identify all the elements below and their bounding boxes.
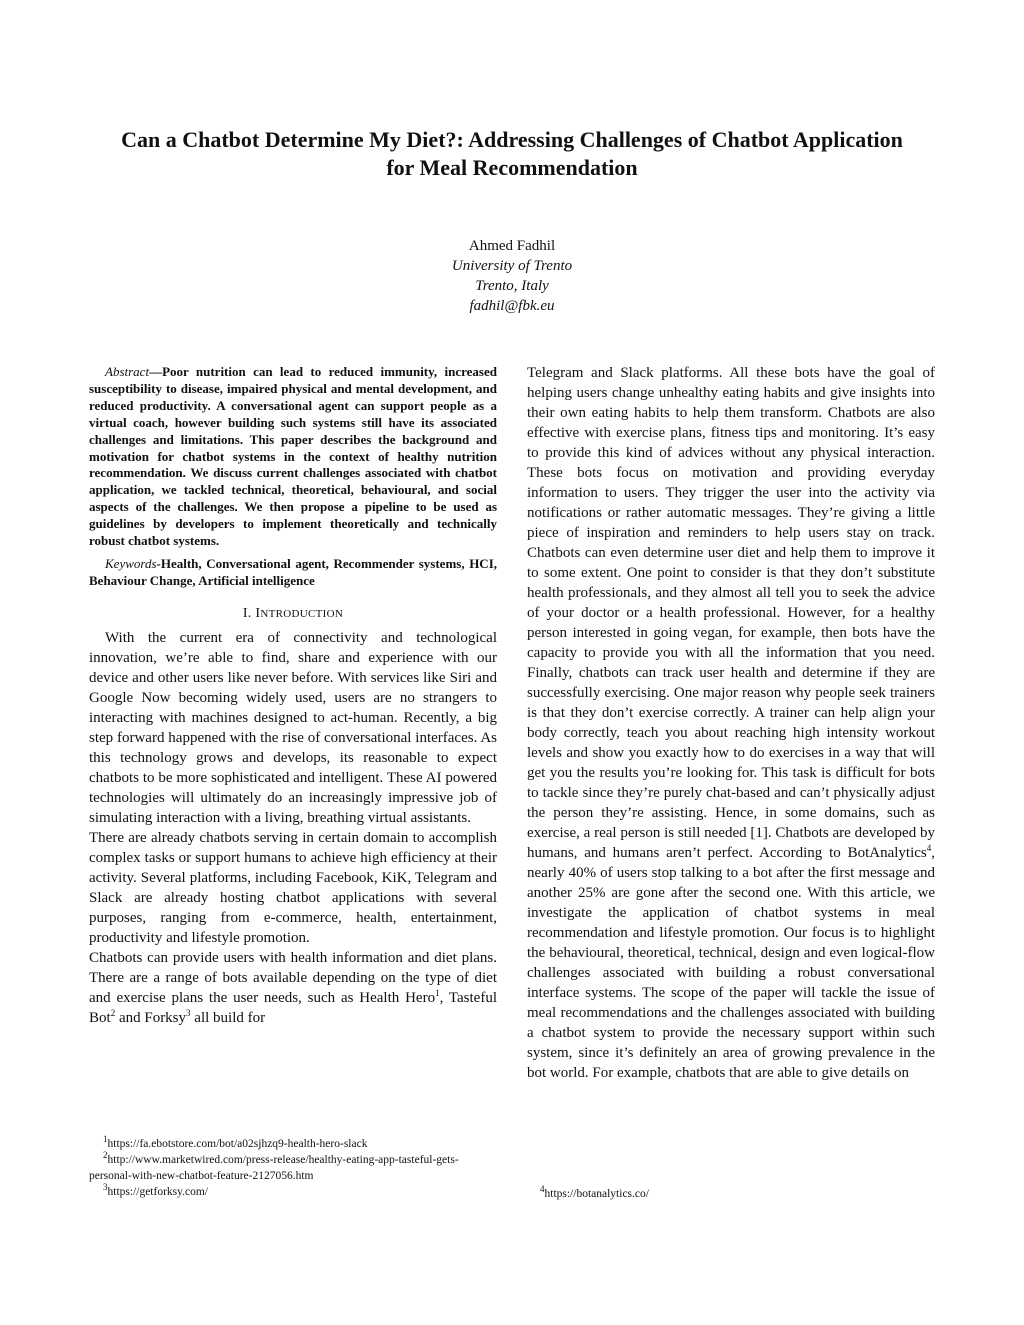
intro-paragraph-3-part-b: , Tasteful Bot xyxy=(89,989,497,1026)
footnote-1 xyxy=(89,1136,499,1152)
intro-paragraph-3-part-a: Chatbots can provide users with health information and diet plans. There are a range of bots available depending on the type of diet and exercise plans the user needs, such as Health Hero xyxy=(89,949,497,1006)
abstract-text: Poor nutrition can lead to reduced immunity, increased susceptibility to disease, impaired physical and mental development, and reduced productivity. A conversational agent can support people as a virtual coach, however building such systems still have its associated challenges and limitations. This paper describes the background and motivation for chatbot systems in the context of healthy nutrition recommendation. We discuss current challenges associated with chatbot application, we tackled technical, theoretical, behavioural, and social aspects of the challenges. We then propose a pipeline to be used as guidelines by developers to implement theoretically and technically robust chatbot systems. xyxy=(89,364,497,549)
footnote-1-url[interactable]: https://fa.ebotstore.com/bot/a02sjhzq9-health-hero-slack xyxy=(107,1138,368,1150)
footnote-3 xyxy=(89,1184,499,1200)
footnote-ref-3: 3 xyxy=(186,1007,191,1018)
intro-paragraph-1: With the current era of connectivity and technological innovation, we’re able to find, share and experience with our device and other users like never before. With services like Siri and Google Now becoming widely used, users are no strangers to interacting with machines designed to act-human. Recently, a big step forward happened with the rise of conversational interfaces. As this technology grows and develops, its reasonable to expect chatbots to be more sophisticated and intelligent. These AI powered technologies will ultimately do an increasingly impressive job of simulating interaction with a living, breathing virtual assistants. xyxy=(89,629,497,826)
footnote-2-number: 2 xyxy=(103,1150,108,1161)
footnote-4 xyxy=(540,1186,920,1202)
author-affiliation: University of Trento xyxy=(451,258,573,274)
footnotes-left xyxy=(89,1136,499,1200)
footnote-3-number: 3 xyxy=(103,1182,108,1193)
left-column xyxy=(89,364,497,1028)
footnote-2 xyxy=(89,1152,499,1184)
footnote-2-url[interactable]: http://www.marketwired.com/press-release/healthy-eating-app-tasteful-gets-personal-with-new-chatbot-feature-2127056.htm xyxy=(89,1154,459,1182)
abstract xyxy=(89,364,497,550)
section-title-rest: NTRODUCTION xyxy=(260,607,344,620)
section-number: I. xyxy=(242,605,252,621)
section-title-initial: I xyxy=(255,605,261,621)
intro-paragraph-3-part-d: all build for xyxy=(190,1009,266,1026)
author-location: Trento, Italy xyxy=(475,278,549,294)
footnote-3-url[interactable]: https://getforksy.com/ xyxy=(107,1186,209,1198)
author-email: fadhil@fbk.eu xyxy=(469,298,555,314)
paper-title xyxy=(60,126,964,182)
author-name: Ahmed Fadhil xyxy=(468,238,556,254)
abstract-label: Abstract xyxy=(105,364,150,379)
abstract-dash: — xyxy=(149,364,163,379)
section-heading-introduction xyxy=(89,606,497,622)
intro-paragraph-2: There are already chatbots serving in certain domain to accomplish complex tasks or support humans to achieve high efficiency at their activity. Several platforms, including Facebook, KiK, Telegram and Slack are already hosting chatbot applications with several purposes, ranging from e-commerce, health, entertainment, productivity and lifestyle promotion. xyxy=(89,829,497,946)
paper-title-line-2: for Meal Recommendation xyxy=(386,155,638,180)
footnote-4-number: 4 xyxy=(540,1184,545,1195)
footnote-ref-2: 2 xyxy=(110,1007,116,1018)
footnotes-right xyxy=(540,1186,920,1202)
footnote-ref-1: 1 xyxy=(435,987,440,998)
right-paragraph-part-b: , nearly 40% of users stop talking to a bot after the first message and another 25% are gone after the second one. With this article, we investigate the application of chatbot systems in meal recommendation and lifestyle promotion. Our focus is to highlight the behavioural, theoretical, technical, design and even logical-flow challenges associated with building a robust conversational interface systems. The scope of the paper will tackle the issue of meal recommendations and the challenges associated with building a chatbot system to provide the necessary support within such system, since it’s definitely an area of growing prevalence in the bot world. For example, chatbots that are able to give details on xyxy=(527,845,935,1081)
right-paragraph-part-a: Telegram and Slack platforms. All these bots have the goal of helping users change unhealthy eating habits and give insights into their own eating habits to help them transform. Chatbots are also effective with exercise plans, fitness tips and monitoring. It’s easy to provide this kind of advices without any physical interaction. These bots focus on motivation and providing everyday information to users. They trigger the user into the activity via notifications or rather automatic messages. They’re giving a little piece of inspiration and reminders to help users stay on track. Chatbots can even determine user diet and help them to improve it to some extent. One point to consider is that they don’t substitute health professionals, and they almost all tell you to seek the advice of your doctor or a health professional. However, for a healthy person interested in going vegan, for example, then bots have the capacity to provide you with all the information that you need. Finally, chatbots can track user health and determine if they are successfully exercising. One major reason why people seek trainers is that they don’t exercise correctly. A trainer can help align your body correctly, teach you about reaching high intensity workout levels and show you exactly how to do exercises in a way that will get you the results you’re looking for. This task is difficult for bots to tackle since they’re purely chat-based and can’t physically adjust the person they’re assisting. Hence, in some domains, such as exercise, a real person is still needed [1]. Chatbots are developed by humans, and humans aren’t perfect. According to BotAnalytics xyxy=(527,365,935,861)
intro-paragraph-3-part-c: and Forksy xyxy=(115,1009,187,1026)
keywords-text: -Health, Conversational agent, Recommender systems, HCI, Behaviour Change, Artificial intelligence xyxy=(89,555,497,588)
paper-title-line-1: Can a Chatbot Determine My Diet?: Addressing Challenges of Chatbot Application xyxy=(121,127,903,152)
keywords xyxy=(89,556,497,590)
intro-paragraph-3 xyxy=(89,948,497,1028)
author-block xyxy=(312,236,712,316)
footnote-4-url[interactable]: https://botanalytics.co/ xyxy=(544,1188,649,1200)
right-column xyxy=(527,363,935,1083)
footnote-ref-4: 4 xyxy=(926,843,932,853)
right-paragraph xyxy=(527,363,935,1083)
footnote-1-number: 1 xyxy=(103,1134,108,1145)
keywords-label: Keywords xyxy=(105,555,157,571)
